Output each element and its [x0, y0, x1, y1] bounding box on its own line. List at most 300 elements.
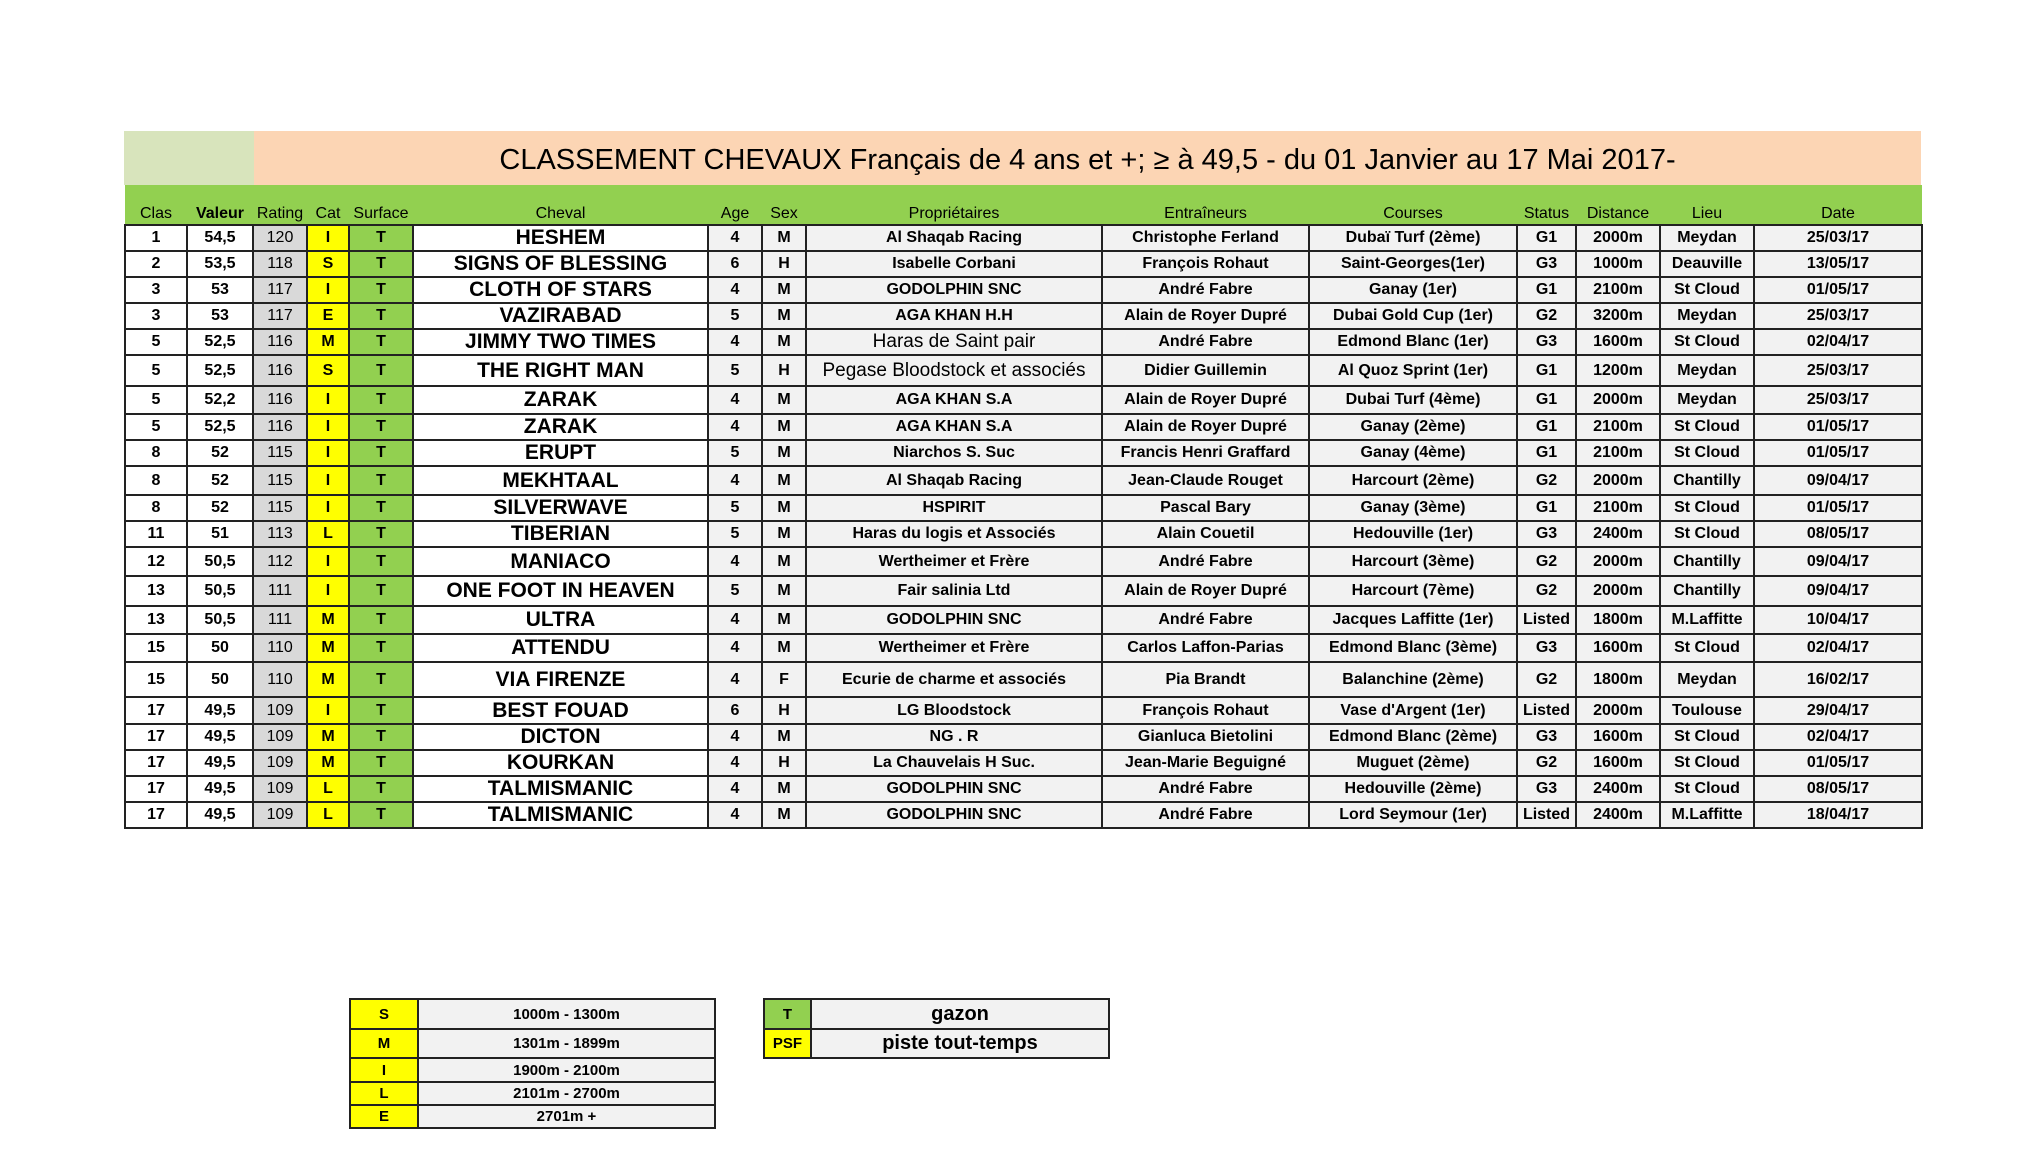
header-age: Age: [708, 185, 762, 225]
trainer-cell: Pia Brandt: [1102, 662, 1309, 697]
date-cell: 01/05/17: [1754, 414, 1922, 440]
date-cell: 09/04/17: [1754, 547, 1922, 576]
category-cell: I: [307, 414, 349, 440]
horse-name: CLOTH OF STARS: [413, 277, 708, 303]
age-cell: 4: [708, 750, 762, 776]
table-row: [125, 576, 1922, 606]
horse-name: SILVERWAVE: [413, 495, 708, 521]
valeur-cell: 50,5: [187, 606, 253, 634]
legend-row: [350, 1058, 715, 1082]
header-clas: Clas: [125, 185, 187, 225]
horse-name: VIA FIRENZE: [413, 662, 708, 697]
table-row: [125, 697, 1922, 724]
race-cell: Muguet (2ème): [1309, 750, 1517, 776]
rating-cell: 110: [253, 662, 307, 697]
category-cell: E: [307, 303, 349, 329]
rating-cell: 110: [253, 634, 307, 662]
age-cell: 5: [708, 440, 762, 466]
horse-name: ZARAK: [413, 386, 708, 414]
legend-range: 1301m - 1899m: [418, 1029, 715, 1058]
age-cell: 5: [708, 303, 762, 329]
venue-cell: Meydan: [1660, 662, 1754, 697]
trainer-cell: André Fabre: [1102, 802, 1309, 828]
race-cell: Dubaï Turf (2ème): [1309, 225, 1517, 251]
sex-cell: M: [762, 225, 806, 251]
owner-cell: Isabelle Corbani: [806, 251, 1102, 277]
horse-name: THE RIGHT MAN: [413, 355, 708, 386]
venue-cell: Chantilly: [1660, 576, 1754, 606]
date-cell: 01/05/17: [1754, 277, 1922, 303]
surface-cell: T: [349, 355, 413, 386]
sex-cell: M: [762, 303, 806, 329]
age-cell: 5: [708, 355, 762, 386]
surface-cell: T: [349, 440, 413, 466]
rank-cell: 17: [125, 776, 187, 802]
sex-cell: M: [762, 414, 806, 440]
table-row: [125, 251, 1922, 277]
venue-cell: Chantilly: [1660, 547, 1754, 576]
rating-cell: 116: [253, 386, 307, 414]
date-cell: 02/04/17: [1754, 329, 1922, 355]
rating-cell: 115: [253, 440, 307, 466]
race-cell: Hedouville (2ème): [1309, 776, 1517, 802]
race-cell: Edmond Blanc (1er): [1309, 329, 1517, 355]
rank-cell: 13: [125, 606, 187, 634]
legend-row: [350, 1105, 715, 1128]
table-row: [125, 521, 1922, 547]
table-row: [125, 414, 1922, 440]
status-cell: G1: [1517, 414, 1576, 440]
surface-cell: T: [349, 251, 413, 277]
race-cell: Harcourt (7ème): [1309, 576, 1517, 606]
rating-cell: 109: [253, 724, 307, 750]
date-cell: 13/05/17: [1754, 251, 1922, 277]
surface-cell: T: [349, 225, 413, 251]
owner-cell: LG Bloodstock: [806, 697, 1102, 724]
distance-cell: 3200m: [1576, 303, 1660, 329]
horse-name: HESHEM: [413, 225, 708, 251]
sex-cell: M: [762, 329, 806, 355]
venue-cell: St Cloud: [1660, 750, 1754, 776]
sex-cell: M: [762, 606, 806, 634]
horse-name: TALMISMANIC: [413, 776, 708, 802]
rating-cell: 109: [253, 802, 307, 828]
sex-cell: M: [762, 724, 806, 750]
rank-cell: 17: [125, 724, 187, 750]
distance-cell: 1600m: [1576, 634, 1660, 662]
venue-cell: Toulouse: [1660, 697, 1754, 724]
venue-cell: Meydan: [1660, 303, 1754, 329]
owner-cell: GODOLPHIN SNC: [806, 802, 1102, 828]
date-cell: 01/05/17: [1754, 440, 1922, 466]
header-distance: Distance: [1576, 185, 1660, 225]
rating-cell: 109: [253, 776, 307, 802]
rating-cell: 111: [253, 576, 307, 606]
rank-cell: 5: [125, 414, 187, 440]
title-bar: [124, 131, 1921, 185]
legend-key: I: [350, 1058, 418, 1082]
ranking-table: [124, 185, 1923, 829]
venue-cell: Meydan: [1660, 386, 1754, 414]
date-cell: 09/04/17: [1754, 466, 1922, 495]
rank-cell: 17: [125, 802, 187, 828]
legend-row: [764, 1029, 1109, 1058]
distance-cell: 2000m: [1576, 697, 1660, 724]
category-cell: L: [307, 776, 349, 802]
surface-cell: T: [349, 606, 413, 634]
rank-cell: 17: [125, 697, 187, 724]
age-cell: 4: [708, 662, 762, 697]
venue-cell: St Cloud: [1660, 495, 1754, 521]
owner-cell: HSPIRIT: [806, 495, 1102, 521]
valeur-cell: 53: [187, 277, 253, 303]
trainer-cell: Jean-Marie Beguigné: [1102, 750, 1309, 776]
surface-cell: T: [349, 750, 413, 776]
date-cell: 25/03/17: [1754, 386, 1922, 414]
surface-cell: T: [349, 303, 413, 329]
category-cell: S: [307, 251, 349, 277]
table-row: [125, 495, 1922, 521]
race-cell: Ganay (3ème): [1309, 495, 1517, 521]
distance-cell: 2100m: [1576, 440, 1660, 466]
distance-cell: 2100m: [1576, 414, 1660, 440]
age-cell: 4: [708, 329, 762, 355]
date-cell: 25/03/17: [1754, 303, 1922, 329]
venue-cell: St Cloud: [1660, 329, 1754, 355]
age-cell: 6: [708, 697, 762, 724]
status-cell: G3: [1517, 329, 1576, 355]
date-cell: 09/04/17: [1754, 576, 1922, 606]
date-cell: 02/04/17: [1754, 634, 1922, 662]
header-sex: Sex: [762, 185, 806, 225]
rating-cell: 116: [253, 329, 307, 355]
legend-row: [350, 1029, 715, 1058]
age-cell: 4: [708, 225, 762, 251]
trainer-cell: Christophe Ferland: [1102, 225, 1309, 251]
age-cell: 4: [708, 634, 762, 662]
owner-cell: Ecurie de charme et associés: [806, 662, 1102, 697]
legend-range: 2101m - 2700m: [418, 1082, 715, 1105]
category-cell: I: [307, 440, 349, 466]
venue-cell: St Cloud: [1660, 440, 1754, 466]
race-cell: Dubai Turf (4ème): [1309, 386, 1517, 414]
category-cell: I: [307, 697, 349, 724]
table-row: [125, 466, 1922, 495]
venue-cell: Meydan: [1660, 355, 1754, 386]
distance-cell: 1800m: [1576, 606, 1660, 634]
rank-cell: 3: [125, 303, 187, 329]
trainer-cell: Carlos Laffon-Parias: [1102, 634, 1309, 662]
sex-cell: H: [762, 251, 806, 277]
age-cell: 4: [708, 606, 762, 634]
owner-cell: Niarchos S. Suc: [806, 440, 1102, 466]
venue-cell: St Cloud: [1660, 414, 1754, 440]
category-cell: I: [307, 225, 349, 251]
distance-cell: 1800m: [1576, 662, 1660, 697]
legend-label: piste tout-temps: [811, 1029, 1109, 1058]
distance-cell: 2000m: [1576, 547, 1660, 576]
header-lieu: Lieu: [1660, 185, 1754, 225]
rank-cell: 8: [125, 495, 187, 521]
date-cell: 29/04/17: [1754, 697, 1922, 724]
category-cell: I: [307, 466, 349, 495]
rating-cell: 117: [253, 277, 307, 303]
owner-cell: Fair salinia Ltd: [806, 576, 1102, 606]
sex-cell: M: [762, 576, 806, 606]
surface-cell: T: [349, 277, 413, 303]
rank-cell: 13: [125, 576, 187, 606]
status-cell: G3: [1517, 776, 1576, 802]
distance-cell: 2400m: [1576, 521, 1660, 547]
rating-cell: 117: [253, 303, 307, 329]
owner-cell: Haras du logis et Associés: [806, 521, 1102, 547]
horse-name: ONE FOOT IN HEAVEN: [413, 576, 708, 606]
sex-cell: M: [762, 440, 806, 466]
date-cell: 01/05/17: [1754, 750, 1922, 776]
legend-range: 1000m - 1300m: [418, 999, 715, 1029]
owner-cell: Pegase Bloodstock et associés: [806, 355, 1102, 386]
distance-cell: 1600m: [1576, 724, 1660, 750]
category-cell: M: [307, 662, 349, 697]
rating-cell: 118: [253, 251, 307, 277]
venue-cell: St Cloud: [1660, 724, 1754, 750]
legend-row: [764, 999, 1109, 1029]
age-cell: 4: [708, 466, 762, 495]
sex-cell: F: [762, 662, 806, 697]
status-cell: G2: [1517, 303, 1576, 329]
age-cell: 4: [708, 386, 762, 414]
date-cell: 16/02/17: [1754, 662, 1922, 697]
venue-cell: M.Laffitte: [1660, 802, 1754, 828]
sex-cell: M: [762, 277, 806, 303]
horse-name: ATTENDU: [413, 634, 708, 662]
distance-cell: 2000m: [1576, 386, 1660, 414]
race-cell: Ganay (1er): [1309, 277, 1517, 303]
race-cell: Ganay (2ème): [1309, 414, 1517, 440]
date-cell: 01/05/17: [1754, 495, 1922, 521]
rank-cell: 15: [125, 634, 187, 662]
surface-cell: T: [349, 724, 413, 750]
rating-cell: 111: [253, 606, 307, 634]
distance-legend: [349, 998, 716, 1129]
valeur-cell: 53,5: [187, 251, 253, 277]
status-cell: G3: [1517, 251, 1576, 277]
table-row: [125, 634, 1922, 662]
header-cat: Cat: [307, 185, 349, 225]
surface-cell: T: [349, 634, 413, 662]
age-cell: 4: [708, 724, 762, 750]
horse-name: JIMMY TWO TIMES: [413, 329, 708, 355]
legend-key: PSF: [764, 1029, 811, 1058]
rating-cell: 115: [253, 495, 307, 521]
sex-cell: M: [762, 547, 806, 576]
category-cell: I: [307, 386, 349, 414]
venue-cell: St Cloud: [1660, 776, 1754, 802]
sex-cell: M: [762, 495, 806, 521]
category-cell: S: [307, 355, 349, 386]
status-cell: G3: [1517, 724, 1576, 750]
owner-cell: GODOLPHIN SNC: [806, 277, 1102, 303]
status-cell: G1: [1517, 495, 1576, 521]
table-row: [125, 724, 1922, 750]
valeur-cell: 49,5: [187, 802, 253, 828]
valeur-cell: 49,5: [187, 750, 253, 776]
table-row: [125, 776, 1922, 802]
age-cell: 4: [708, 802, 762, 828]
rank-cell: 11: [125, 521, 187, 547]
category-cell: M: [307, 606, 349, 634]
status-cell: G2: [1517, 662, 1576, 697]
status-cell: Listed: [1517, 697, 1576, 724]
category-cell: I: [307, 576, 349, 606]
category-cell: M: [307, 724, 349, 750]
horse-name: TALMISMANIC: [413, 802, 708, 828]
owner-cell: AGA KHAN H.H: [806, 303, 1102, 329]
table-row: [125, 750, 1922, 776]
rating-cell: 116: [253, 355, 307, 386]
date-cell: 25/03/17: [1754, 225, 1922, 251]
rank-cell: 3: [125, 277, 187, 303]
surface-cell: T: [349, 414, 413, 440]
trainer-cell: Didier Guillemin: [1102, 355, 1309, 386]
table-row: [125, 606, 1922, 634]
header-status: Status: [1517, 185, 1576, 225]
header-date: Date: [1754, 185, 1922, 225]
sex-cell: M: [762, 521, 806, 547]
trainer-cell: Alain de Royer Dupré: [1102, 414, 1309, 440]
venue-cell: Chantilly: [1660, 466, 1754, 495]
distance-cell: 2000m: [1576, 466, 1660, 495]
rating-cell: 116: [253, 414, 307, 440]
owner-cell: Al Shaqab Racing: [806, 466, 1102, 495]
date-cell: 25/03/17: [1754, 355, 1922, 386]
venue-cell: St Cloud: [1660, 521, 1754, 547]
valeur-cell: 49,5: [187, 776, 253, 802]
status-cell: G1: [1517, 355, 1576, 386]
status-cell: G1: [1517, 440, 1576, 466]
rank-cell: 5: [125, 355, 187, 386]
surface-cell: T: [349, 386, 413, 414]
trainer-cell: Francis Henri Graffard: [1102, 440, 1309, 466]
table-row: [125, 225, 1922, 251]
sex-cell: M: [762, 466, 806, 495]
horse-name: MANIACO: [413, 547, 708, 576]
horse-name: ULTRA: [413, 606, 708, 634]
legend-label: gazon: [811, 999, 1109, 1029]
race-cell: Ganay (4ème): [1309, 440, 1517, 466]
rank-cell: 5: [125, 386, 187, 414]
date-cell: 02/04/17: [1754, 724, 1922, 750]
category-cell: M: [307, 634, 349, 662]
valeur-cell: 52: [187, 440, 253, 466]
legend-key: E: [350, 1105, 418, 1128]
table-row: [125, 329, 1922, 355]
age-cell: 5: [708, 521, 762, 547]
date-cell: 10/04/17: [1754, 606, 1922, 634]
race-cell: Hedouville (1er): [1309, 521, 1517, 547]
race-cell: Edmond Blanc (2ème): [1309, 724, 1517, 750]
surface-cell: T: [349, 495, 413, 521]
rank-cell: 8: [125, 440, 187, 466]
table-row: [125, 355, 1922, 386]
surface-cell: T: [349, 802, 413, 828]
rating-cell: 112: [253, 547, 307, 576]
rank-cell: 17: [125, 750, 187, 776]
legend-key: T: [764, 999, 811, 1029]
horse-name: KOURKAN: [413, 750, 708, 776]
rank-cell: 2: [125, 251, 187, 277]
valeur-cell: 52,2: [187, 386, 253, 414]
age-cell: 4: [708, 414, 762, 440]
table-row: [125, 802, 1922, 828]
rank-cell: 8: [125, 466, 187, 495]
venue-cell: Meydan: [1660, 225, 1754, 251]
status-cell: G3: [1517, 634, 1576, 662]
rating-cell: 109: [253, 750, 307, 776]
date-cell: 08/05/17: [1754, 776, 1922, 802]
sex-cell: H: [762, 355, 806, 386]
sex-cell: H: [762, 697, 806, 724]
category-cell: L: [307, 521, 349, 547]
valeur-cell: 52: [187, 466, 253, 495]
owner-cell: AGA KHAN S.A: [806, 386, 1102, 414]
rating-cell: 109: [253, 697, 307, 724]
valeur-cell: 52: [187, 495, 253, 521]
distance-cell: 2100m: [1576, 495, 1660, 521]
valeur-cell: 50: [187, 662, 253, 697]
status-cell: G1: [1517, 386, 1576, 414]
owner-cell: Haras de Saint pair: [806, 329, 1102, 355]
legend-key: L: [350, 1082, 418, 1105]
rating-cell: 113: [253, 521, 307, 547]
status-cell: Listed: [1517, 606, 1576, 634]
trainer-cell: André Fabre: [1102, 606, 1309, 634]
valeur-cell: 52,5: [187, 329, 253, 355]
horse-name: ZARAK: [413, 414, 708, 440]
surface-cell: T: [349, 547, 413, 576]
legend-key: S: [350, 999, 418, 1029]
rank-cell: 1: [125, 225, 187, 251]
owner-cell: Wertheimer et Frère: [806, 634, 1102, 662]
rank-cell: 15: [125, 662, 187, 697]
horse-name: DICTON: [413, 724, 708, 750]
valeur-cell: 52,5: [187, 355, 253, 386]
age-cell: 4: [708, 547, 762, 576]
owner-cell: AGA KHAN S.A: [806, 414, 1102, 440]
legend-row: [350, 1082, 715, 1105]
surface-cell: T: [349, 697, 413, 724]
horse-name: ERUPT: [413, 440, 708, 466]
surface-cell: T: [349, 466, 413, 495]
valeur-cell: 52,5: [187, 414, 253, 440]
owner-cell: GODOLPHIN SNC: [806, 606, 1102, 634]
venue-cell: St Cloud: [1660, 634, 1754, 662]
sex-cell: H: [762, 750, 806, 776]
race-cell: Edmond Blanc (3ème): [1309, 634, 1517, 662]
trainer-cell: Alain de Royer Dupré: [1102, 576, 1309, 606]
race-cell: Dubai Gold Cup (1er): [1309, 303, 1517, 329]
owner-cell: Al Shaqab Racing: [806, 225, 1102, 251]
horse-name: SIGNS OF BLESSING: [413, 251, 708, 277]
rank-cell: 12: [125, 547, 187, 576]
valeur-cell: 49,5: [187, 697, 253, 724]
trainer-cell: Gianluca Bietolini: [1102, 724, 1309, 750]
race-cell: Saint-Georges(1er): [1309, 251, 1517, 277]
table-row: [125, 386, 1922, 414]
distance-cell: 1000m: [1576, 251, 1660, 277]
legend-range: 2701m +: [418, 1105, 715, 1128]
surface-cell: T: [349, 662, 413, 697]
